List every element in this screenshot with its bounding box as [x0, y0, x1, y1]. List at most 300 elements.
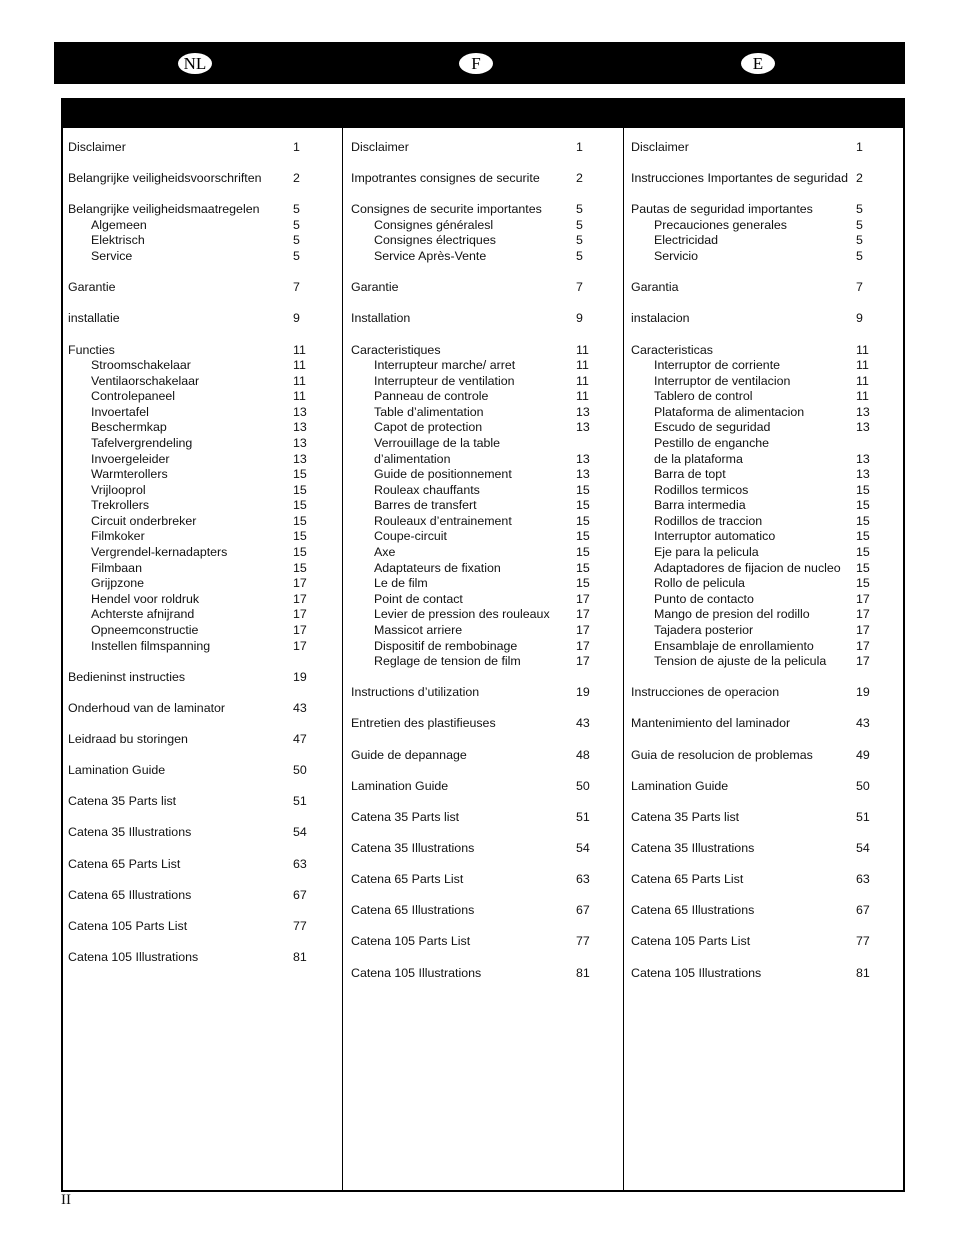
- toc-entry-page: 17: [576, 622, 590, 637]
- toc-spacer: [343, 327, 623, 343]
- toc-entry-label: Interruptor de ventilacion: [654, 373, 791, 388]
- toc-entry-label: Functies: [68, 342, 115, 357]
- toc-entry: [63, 763, 342, 779]
- toc-subentry: [343, 576, 623, 592]
- toc-subentry: [624, 514, 903, 530]
- toc-entry-page: 51: [293, 794, 307, 809]
- toc-entry-label: Point de contact: [374, 591, 463, 606]
- toc-entry-label: Catena 65 Parts List: [68, 856, 181, 871]
- toc-subentry: [624, 623, 903, 639]
- toc-entry-page: 15: [576, 513, 590, 528]
- toc-entry-page: 15: [293, 545, 307, 560]
- toc-entry-label: Levier de pression des rouleaux: [374, 607, 550, 622]
- toc-entry-page: 48: [576, 747, 590, 762]
- toc-entry-label: Rodillos termicos: [654, 482, 749, 497]
- toc-entry-page: 15: [856, 560, 870, 575]
- toc-entry-label: Achterste afnijrand: [91, 607, 195, 622]
- toc-spacer: [63, 296, 342, 312]
- toc-entry-label: Stroomschakelaar: [91, 358, 191, 373]
- toc-entry-label: Tension de ajuste de la pelicula: [654, 654, 827, 669]
- toc-entry-label: Catena 35 Parts list: [68, 794, 177, 809]
- toc-entry-label: installatie: [68, 311, 120, 326]
- toc-entry: [624, 748, 903, 764]
- toc-subentry: [63, 233, 342, 249]
- toc-entry-label: Service Après-Vente: [374, 249, 487, 264]
- table-of-contents: [61, 98, 905, 1192]
- toc-entry: [343, 934, 623, 950]
- toc-entry: [63, 888, 342, 904]
- toc-spacer: [343, 296, 623, 312]
- toc-entry-label: Guide de positionnement: [374, 467, 512, 482]
- toc-spacer: [63, 685, 342, 701]
- toc-spacer: [63, 187, 342, 203]
- toc-entry-page: 54: [293, 825, 307, 840]
- toc-subentry: [624, 561, 903, 577]
- toc-entry-label: Circuit onderbreker: [91, 513, 197, 528]
- toc-entry-page: 81: [293, 950, 307, 965]
- toc-entry-page: 1: [576, 140, 583, 154]
- toc-entry-label: Interruptor automatico: [654, 529, 776, 544]
- toc-entry-page: 5: [856, 249, 863, 264]
- toc-spacer: [343, 919, 623, 935]
- toc-spacer: [63, 841, 342, 857]
- toc-entry-label: Ventilaorschakelaar: [91, 373, 200, 388]
- toc-entry-page: 77: [576, 934, 590, 949]
- toc-entry-label: Electricidad: [654, 233, 719, 248]
- toc-entry-label: Barra de topt: [654, 467, 726, 482]
- toc-subentry: [63, 374, 342, 390]
- toc-entry-page: 11: [576, 358, 589, 373]
- toc-subentry: [343, 358, 623, 374]
- toc-entry-label: Catena 35 Parts list: [631, 809, 740, 824]
- toc-entry-label: Lamination Guide: [351, 778, 449, 793]
- toc-subentry: [343, 389, 623, 405]
- toc-entry-label: Belangrijke veiligheidsvoorschriften: [68, 171, 262, 186]
- toc-entry-page: 77: [293, 918, 307, 933]
- toc-entry: [343, 779, 623, 795]
- toc-entry-page: 11: [576, 342, 589, 357]
- toc-entry-page: 13: [293, 435, 307, 450]
- toc-spacer: [624, 187, 903, 203]
- toc-entry-label: Catena 105 Parts List: [631, 934, 751, 949]
- toc-entry: [63, 701, 342, 717]
- toc-entry-label: Algemeen: [91, 217, 147, 232]
- toc-entry-label: Tafelvergrendeling: [91, 435, 193, 450]
- toc-entry-label: d’alimentation: [374, 451, 451, 466]
- toc-spacer: [624, 156, 903, 172]
- toc-entry: [624, 140, 903, 156]
- toc-entry-label: Instellen filmspanning: [91, 638, 211, 653]
- toc-spacer: [343, 701, 623, 717]
- toc-entry-page: 2: [293, 171, 300, 186]
- toc-entry: [624, 966, 903, 982]
- toc-entry-page: 13: [576, 451, 590, 466]
- toc-entry: [343, 716, 623, 732]
- toc-entry-label: Catena 35 Parts list: [351, 809, 460, 824]
- toc-entry-label: Garantie: [68, 280, 116, 295]
- toc-spacer: [63, 716, 342, 732]
- toc-entry-label: Garantia: [631, 280, 679, 295]
- toc-entry-label: Filmkoker: [91, 529, 145, 544]
- toc-subentry: [624, 607, 903, 623]
- toc-entry-page: 17: [293, 622, 307, 637]
- toc-subentry: [343, 514, 623, 530]
- toc-entry-page: 2: [856, 171, 863, 186]
- toc-spacer: [63, 327, 342, 343]
- toc-entry-label: Plataforma de alimentacion: [654, 404, 805, 419]
- toc-subentry: [63, 639, 342, 655]
- toc-entry-label: Escudo de seguridad: [654, 420, 771, 435]
- toc-entry-label: Beschermkap: [91, 420, 167, 435]
- toc-entry-page: 17: [856, 607, 870, 622]
- toc-entry: [624, 202, 903, 218]
- toc-spacer: [343, 950, 623, 966]
- toc-spacer: [624, 825, 903, 841]
- toc-entry: [343, 903, 623, 919]
- toc-spacer: [343, 732, 623, 748]
- toc-subentry: [63, 405, 342, 421]
- toc-entry-label: Pestillo de enganche: [654, 435, 770, 450]
- toc-entry-page: 17: [293, 576, 307, 591]
- toc-entry-page: 5: [856, 202, 863, 217]
- toc-entry: [63, 857, 342, 873]
- toc-spacer: [624, 732, 903, 748]
- toc-subentry: [63, 498, 342, 514]
- toc-entry-label: Catena 65 Illustrations: [68, 887, 192, 902]
- toc-entry-label: Hendel voor roldruk: [91, 591, 200, 606]
- toc-entry-page: 43: [293, 700, 307, 715]
- toc-entry-page: 1: [293, 140, 300, 154]
- toc-entry-page: 11: [293, 358, 306, 373]
- toc-entry-label: Filmbaan: [91, 560, 142, 575]
- toc-subentry: [624, 467, 903, 483]
- toc-entry-page: 9: [856, 311, 863, 326]
- toc-entry-label: Onderhoud van de laminator: [68, 700, 226, 715]
- toc-entry-label: Elektrisch: [91, 233, 145, 248]
- toc-spacer: [63, 903, 342, 919]
- toc-entry: [624, 716, 903, 732]
- toc-entry-page: 15: [293, 482, 307, 497]
- toc-entry-label: Service: [91, 249, 133, 264]
- toc-entry-page: 77: [856, 934, 870, 949]
- toc-spacer: [343, 888, 623, 904]
- toc-spacer: [63, 748, 342, 764]
- toc-subentry: [63, 607, 342, 623]
- toc-entry-page: 17: [856, 622, 870, 637]
- toc-spacer: [63, 810, 342, 826]
- toc-entry-label: Disclaimer: [631, 140, 689, 154]
- toc-column: [63, 128, 342, 1190]
- toc-entry-page: 15: [293, 513, 307, 528]
- toc-entry-page: 17: [856, 654, 870, 669]
- toc-subentry: [343, 483, 623, 499]
- toc-entry-label: Consignes généralesl: [374, 217, 494, 232]
- toc-entry-label: Massicot arriere: [374, 622, 463, 637]
- toc-subentry: [624, 483, 903, 499]
- toc-subentry: [343, 374, 623, 390]
- toc-entry-page: 50: [576, 778, 590, 793]
- toc-entry-page: 19: [576, 685, 590, 700]
- toc-entry-label: Consignes de securite importantes: [351, 202, 542, 217]
- toc-entry: [624, 810, 903, 826]
- toc-entry-label: Caracteristicas: [631, 342, 713, 357]
- toc-entry-page: 5: [293, 249, 300, 264]
- toc-entry-page: 51: [856, 809, 870, 824]
- toc-subentry: [343, 529, 623, 545]
- toc-entry-page: 15: [576, 545, 590, 560]
- toc-entry-label: Catena 35 Illustrations: [631, 841, 755, 856]
- toc-spacer: [624, 670, 903, 686]
- toc-spacer: [343, 670, 623, 686]
- toc-entry-page: 11: [856, 373, 869, 388]
- toc-subentry: [624, 498, 903, 514]
- toc-entry-label: Consignes électriques: [374, 233, 496, 248]
- toc-entry-label: Servicio: [654, 249, 699, 264]
- toc-entry-page: 11: [856, 389, 869, 404]
- toc-entry-label: Precauciones generales: [654, 217, 787, 232]
- toc-entry-list: [624, 140, 903, 981]
- toc-spacer: [63, 156, 342, 172]
- toc-subentry: [624, 545, 903, 561]
- toc-entry-label: Catena 105 Illustrations: [631, 965, 762, 980]
- toc-entry-page: 13: [576, 467, 590, 482]
- toc-entry-label: Eje para la pelicula: [654, 545, 759, 560]
- toc-entry-page: 1: [856, 140, 863, 154]
- toc-entry-page: 15: [856, 482, 870, 497]
- toc-entry-page: 15: [293, 529, 307, 544]
- toc-entry-label: Catena 105 Parts List: [68, 918, 188, 933]
- toc-entry-label: Instrucciones Importantes de seguridad: [631, 171, 848, 186]
- toc-entry: [63, 670, 342, 686]
- toc-entry: [624, 685, 903, 701]
- toc-entry-label: de la plataforma: [654, 451, 743, 466]
- toc-entry-page: 17: [293, 638, 307, 653]
- toc-entry-label: Barres de transfert: [374, 498, 477, 513]
- toc-entry: [63, 794, 342, 810]
- toc-spacer: [624, 950, 903, 966]
- toc-entry-page: 15: [576, 529, 590, 544]
- toc-entry-label: Interruptor de corriente: [654, 358, 781, 373]
- toc-subentry: [624, 452, 903, 468]
- toc-subentry: [343, 249, 623, 265]
- toc-entry: [624, 311, 903, 327]
- toc-entry-page: 11: [293, 373, 306, 388]
- toc-spacer: [624, 919, 903, 935]
- toc-subentry: [343, 233, 623, 249]
- toc-entry-page: 54: [576, 841, 590, 856]
- toc-entry-page: 13: [576, 404, 590, 419]
- toc-entry-page: 47: [293, 731, 307, 746]
- toc-entry: [343, 872, 623, 888]
- toc-entry-label: Belangrijke veiligheidsmaatregelen: [68, 202, 260, 217]
- toc-subentry: [63, 389, 342, 405]
- toc-entry-label: Capot de protection: [374, 420, 483, 435]
- toc-entry: [624, 171, 903, 187]
- toc-entry-label: Vergrendel-kernadapters: [91, 545, 228, 560]
- toc-entry: [343, 748, 623, 764]
- toc-entry-page: 11: [576, 373, 589, 388]
- toc-entry-label: Punto de contacto: [654, 591, 754, 606]
- toc-entry-page: 63: [856, 872, 870, 887]
- toc-entry-page: 5: [856, 233, 863, 248]
- toc-subentry: [624, 249, 903, 265]
- toc-entry: [63, 343, 342, 359]
- toc-column: [623, 128, 903, 1190]
- toc-entry-label: Reglage de tension de film: [374, 654, 521, 669]
- toc-subentry: [343, 607, 623, 623]
- toc-spacer: [63, 654, 342, 670]
- toc-entry-label: Invoertafel: [91, 404, 149, 419]
- toc-entry-page: 11: [576, 389, 589, 404]
- toc-entry-page: 5: [576, 249, 583, 264]
- toc-entry-page: 7: [293, 280, 300, 295]
- toc-subentry: [343, 452, 623, 468]
- toc-subentry: [624, 389, 903, 405]
- toc-entry-label: Catena 65 Parts List: [631, 872, 744, 887]
- toc-entry-label: Panneau de controle: [374, 389, 489, 404]
- toc-entry-label: Interrupteur marche/ arret: [374, 358, 516, 373]
- toc-entry-label: Leidraad bu storingen: [68, 731, 188, 746]
- toc-entry-page: 15: [576, 576, 590, 591]
- toc-subentry: [624, 639, 903, 655]
- toc-entry-page: 43: [856, 716, 870, 731]
- toc-entry-page: 17: [576, 607, 590, 622]
- toc-entry: [624, 343, 903, 359]
- toc-entry-label: Tajadera posterior: [654, 622, 754, 637]
- toc-spacer: [63, 934, 342, 950]
- toc-entry-page: 11: [856, 342, 869, 357]
- toc-entry-label: Mantenimiento del laminador: [631, 716, 791, 731]
- toc-entry-label: Installation: [351, 311, 411, 326]
- toc-entry: [63, 171, 342, 187]
- toc-subentry: [343, 436, 623, 452]
- toc-entry: [63, 202, 342, 218]
- toc-spacer: [343, 857, 623, 873]
- toc-entry-label: Disclaimer: [351, 140, 409, 154]
- toc-subentry: [343, 405, 623, 421]
- toc-subentry: [624, 405, 903, 421]
- toc-subentry: [63, 452, 342, 468]
- toc-subentry: [343, 654, 623, 670]
- toc-entry-page: 15: [856, 576, 870, 591]
- toc-entry-page: 13: [293, 404, 307, 419]
- toc-entry: [63, 311, 342, 327]
- language-badge-nl: NL: [178, 53, 212, 74]
- toc-entry-label: Adaptateurs de fixation: [374, 560, 501, 575]
- toc-entry-page: 11: [856, 358, 869, 373]
- toc-entry-page: 17: [576, 591, 590, 606]
- toc-subentry: [63, 218, 342, 234]
- toc-entry-page: 17: [856, 591, 870, 606]
- toc-subentry: [343, 639, 623, 655]
- toc-entry-label: Le de film: [374, 576, 428, 591]
- toc-entry-label: Guia de resolucion de problemas: [631, 747, 813, 762]
- toc-subentry: [343, 561, 623, 577]
- toc-subentry: [63, 249, 342, 265]
- toc-spacer: [63, 779, 342, 795]
- toc-entry: [63, 280, 342, 296]
- toc-subentry: [63, 514, 342, 530]
- toc-entry: [343, 202, 623, 218]
- toc-entry-page: 50: [856, 778, 870, 793]
- toc-subentry: [624, 218, 903, 234]
- toc-entry-page: 13: [856, 404, 870, 419]
- toc-entry-label: Dispositif de rembobinage: [374, 638, 518, 653]
- toc-entry: [343, 311, 623, 327]
- language-badge-f: F: [459, 53, 493, 74]
- toc-entry-page: 54: [856, 841, 870, 856]
- toc-subentry: [63, 561, 342, 577]
- toc-entry-page: 2: [576, 171, 583, 186]
- toc-subentry: [624, 420, 903, 436]
- toc-entry-label: Tablero de control: [654, 389, 753, 404]
- toc-subentry: [63, 436, 342, 452]
- toc-entry-page: 15: [856, 513, 870, 528]
- toc-entry-page: 67: [576, 903, 590, 918]
- toc-subentry: [63, 358, 342, 374]
- toc-entry-page: 11: [293, 342, 306, 357]
- toc-entry-label: Table d’alimentation: [374, 404, 484, 419]
- toc-entry-label: Mango de presion del rodillo: [654, 607, 810, 622]
- toc-entry-page: 11: [293, 389, 306, 404]
- toc-subentry: [343, 498, 623, 514]
- toc-entry-page: 49: [856, 747, 870, 762]
- toc-spacer: [343, 265, 623, 281]
- toc-entry-page: 63: [576, 872, 590, 887]
- toc-entry-page: 51: [576, 809, 590, 824]
- toc-column: [342, 128, 623, 1190]
- toc-spacer: [63, 265, 342, 281]
- toc-entry: [343, 841, 623, 857]
- toc-subentry: [343, 420, 623, 436]
- toc-entry-label: Adaptadores de fijacion de nucleo: [654, 560, 841, 575]
- toc-entry-label: Axe: [374, 545, 396, 560]
- toc-entry-label: Lamination Guide: [631, 778, 729, 793]
- toc-entry-label: instalacion: [631, 311, 690, 326]
- language-bar: [54, 42, 905, 84]
- toc-entry-page: 67: [856, 903, 870, 918]
- toc-entry-label: Grijpzone: [91, 576, 145, 591]
- toc-entry-page: 5: [856, 217, 863, 232]
- toc-subentry: [624, 654, 903, 670]
- toc-subentry: [624, 436, 903, 452]
- toc-entry-label: Caracteristiques: [351, 342, 441, 357]
- toc-entry: [343, 966, 623, 982]
- toc-entry: [624, 779, 903, 795]
- page-number: II: [61, 1192, 71, 1208]
- toc-entry-label: Trekrollers: [91, 498, 150, 513]
- toc-entry: [343, 343, 623, 359]
- toc-entry-page: 17: [576, 654, 590, 669]
- toc-spacer: [63, 872, 342, 888]
- toc-entry-page: 17: [293, 607, 307, 622]
- toc-entry-label: Rouleaux d’entrainement: [374, 513, 512, 528]
- toc-entry-label: Invoergeleider: [91, 451, 170, 466]
- toc-entry-page: 5: [293, 217, 300, 232]
- toc-entry-label: Catena 35 Illustrations: [351, 841, 475, 856]
- toc-entry-page: 19: [293, 669, 307, 684]
- toc-entry-page: 19: [856, 685, 870, 700]
- toc-entry-label: Catena 105 Illustrations: [351, 965, 482, 980]
- toc-entry-page: 17: [576, 638, 590, 653]
- toc-entry-label: Impotrantes consignes de securite: [351, 171, 540, 186]
- toc-entry: [343, 810, 623, 826]
- toc-entry-page: 17: [293, 591, 307, 606]
- toc-entry-list: [343, 140, 623, 981]
- toc-entry-page: 81: [856, 965, 870, 980]
- toc-entry: [63, 140, 342, 156]
- toc-spacer: [624, 888, 903, 904]
